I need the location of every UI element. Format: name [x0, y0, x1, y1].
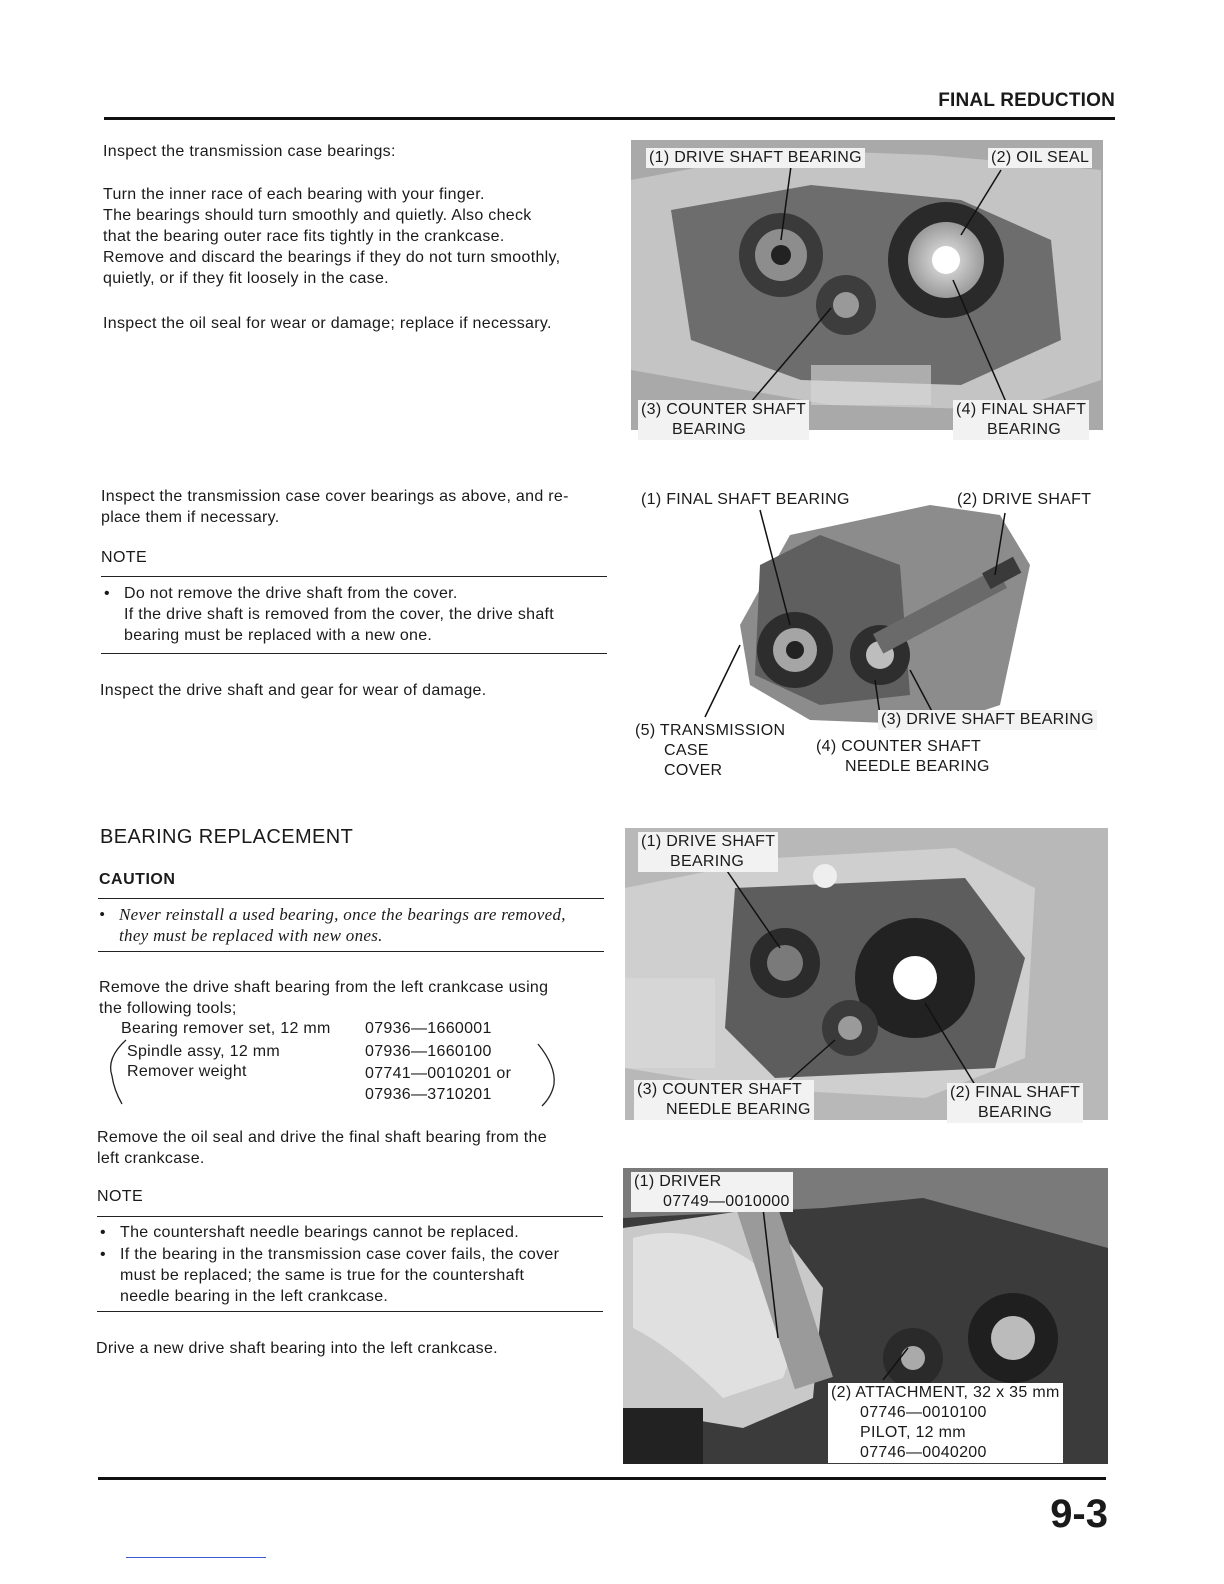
- note-text: If the bearing in the transmission case cover fails, the cover: [120, 1246, 560, 1263]
- tool-number: 07741—0010201 or: [365, 1065, 512, 1082]
- tool-name: Remover weight: [127, 1063, 247, 1080]
- caution-bullet: [99, 904, 607, 948]
- oil-seal-instructions: [97, 1127, 609, 1169]
- callout-line: 07746—0040200: [860, 1444, 987, 1461]
- callout-label: (2) OIL SEAL: [988, 148, 1092, 168]
- text-line: left crankcase.: [97, 1150, 205, 1167]
- callout-line: (3) COUNTER SHAFT: [637, 1081, 803, 1098]
- text-line: Inspect the transmission case cover bearings as above, and re-: [101, 488, 569, 505]
- caution-rule-bottom: [98, 951, 604, 952]
- callout-line: COVER: [664, 762, 723, 779]
- callout-label: [638, 400, 809, 440]
- callout-label: [638, 832, 778, 872]
- note-rule-top: [101, 576, 607, 577]
- link-underline: [126, 1557, 266, 1558]
- callout-label: (2) DRIVE SHAFT: [957, 491, 1092, 508]
- callout-label: [828, 1383, 1063, 1463]
- case-cover-photo: [700, 505, 1110, 730]
- note-text: bearing must be replaced with a new one.: [124, 627, 433, 644]
- caution-rule-top: [98, 898, 604, 899]
- tool-name: Bearing remover set, 12 mm: [121, 1020, 331, 1037]
- crankcase-bearings-photo: [631, 140, 1103, 430]
- callout-line: 07746—0010100: [860, 1404, 987, 1421]
- callout-label: [953, 400, 1089, 440]
- text-line: The bearings should turn smoothly and quietly. Also check: [103, 207, 532, 224]
- callout-line: NEEDLE BEARING: [666, 1101, 811, 1118]
- callout-line: BEARING: [670, 853, 745, 870]
- text-line: Inspect the oil seal for wear or damage; replace if necessary.: [103, 315, 552, 332]
- text-line: place them if necessary.: [101, 509, 280, 526]
- callout-label: [816, 737, 990, 777]
- section-header-title: FINAL REDUCTION: [938, 90, 1115, 111]
- text-line: Drive a new drive shaft bearing into the left crankcase.: [96, 1340, 498, 1357]
- header-rule: [104, 117, 1115, 120]
- section-title: BEARING REPLACEMENT: [100, 826, 354, 848]
- callout-line: (2) FINAL SHAFT: [950, 1084, 1081, 1101]
- bullet-dot: •: [100, 1246, 106, 1263]
- callout-line: PILOT, 12 mm: [860, 1424, 966, 1441]
- page-number: 9-3: [1050, 1492, 1108, 1536]
- callout-line: (4) COUNTER SHAFT: [816, 738, 982, 755]
- callout-line: BEARING: [672, 421, 747, 438]
- tool-name: Spindle assy, 12 mm: [127, 1043, 281, 1060]
- note-rule-bottom: [101, 653, 607, 654]
- section1-text: [103, 141, 613, 334]
- tool-list: [100, 1018, 570, 1108]
- text-line: Remove and discard the bearings if they do not turn smoothly,: [103, 249, 561, 266]
- tool-number: 07936—3710201: [365, 1086, 492, 1103]
- callout-label: [947, 1083, 1083, 1123]
- callout-label: [631, 1172, 793, 1212]
- text-line: Remove the oil seal and drive the final shaft bearing from the: [97, 1129, 547, 1146]
- text-line: Turn the inner race of each bearing with your finger.: [103, 186, 485, 203]
- callout-line: NEEDLE BEARING: [845, 758, 990, 775]
- callout-label: (3) DRIVE SHAFT BEARING: [878, 710, 1097, 730]
- note-text: needle bearing in the left crankcase.: [120, 1288, 389, 1305]
- tool-number: 07936—1660001: [365, 1020, 492, 1037]
- note-text: The countershaft needle bearings cannot be replaced.: [120, 1224, 519, 1241]
- note-text: If the drive shaft is removed from the cover, the drive shaft: [124, 606, 555, 623]
- note-rule-bottom: [97, 1311, 603, 1312]
- note-bullet: [100, 1222, 606, 1244]
- crankcase-illustration: [631, 140, 1103, 430]
- text-line: quietly, or if they fit loosely in the case.: [103, 270, 389, 287]
- callout-line: CASE: [664, 742, 709, 759]
- callout-line: (1) DRIVER: [634, 1173, 722, 1190]
- bullet-dot: •: [100, 1224, 106, 1241]
- text-line: Inspect the drive shaft and gear for wear of damage.: [100, 682, 487, 699]
- callout-line: (5) TRANSMISSION: [635, 722, 786, 739]
- note-label: NOTE: [97, 1188, 144, 1205]
- text-line: Inspect the transmission case bearings:: [103, 143, 396, 160]
- callout-label: (1) DRIVE SHAFT BEARING: [646, 148, 865, 168]
- footer-rule: [98, 1477, 1106, 1480]
- callout-line: 07749—0010000: [663, 1193, 790, 1210]
- callout-line: BEARING: [978, 1104, 1053, 1121]
- note-text: must be replaced; the same is true for the countershaft: [120, 1267, 525, 1284]
- bracket-marks: [100, 1036, 570, 1108]
- tool-number: 07936—1660100: [365, 1043, 492, 1060]
- callout-line: (2) ATTACHMENT, 32 x 35 mm: [831, 1384, 1060, 1401]
- section2-intro: [101, 486, 611, 528]
- callout-line: (1) DRIVE SHAFT: [641, 833, 776, 850]
- note-label: NOTE: [101, 549, 148, 566]
- remove-instructions: [99, 977, 609, 1019]
- text-line: the following tools;: [99, 1000, 237, 1017]
- text-line: that the bearing outer race fits tightly in the crankcase.: [103, 228, 505, 245]
- note-bullet: [100, 1244, 606, 1308]
- callout-label: [635, 721, 785, 781]
- caution-text: Never reinstall a used bearing, once the bearings are removed,: [119, 905, 566, 924]
- callout-label: (1) FINAL SHAFT BEARING: [641, 491, 850, 508]
- bullet-dot: •: [99, 905, 106, 924]
- note-rule-top: [97, 1216, 603, 1217]
- note-bullet: [104, 583, 610, 647]
- callout-line: (4) FINAL SHAFT: [956, 401, 1087, 418]
- case-cover-illustration: [700, 505, 1110, 730]
- note-text: Do not remove the drive shaft from the cover.: [124, 585, 458, 602]
- caution-text: they must be replaced with new ones.: [119, 926, 383, 945]
- bullet-dot: •: [104, 585, 110, 602]
- callout-line: (3) COUNTER SHAFT: [641, 401, 807, 418]
- caution-label: CAUTION: [99, 871, 176, 888]
- text-line: Remove the drive shaft bearing from the left crankcase using: [99, 979, 549, 996]
- callout-line: BEARING: [987, 421, 1062, 438]
- callout-label: [634, 1080, 814, 1120]
